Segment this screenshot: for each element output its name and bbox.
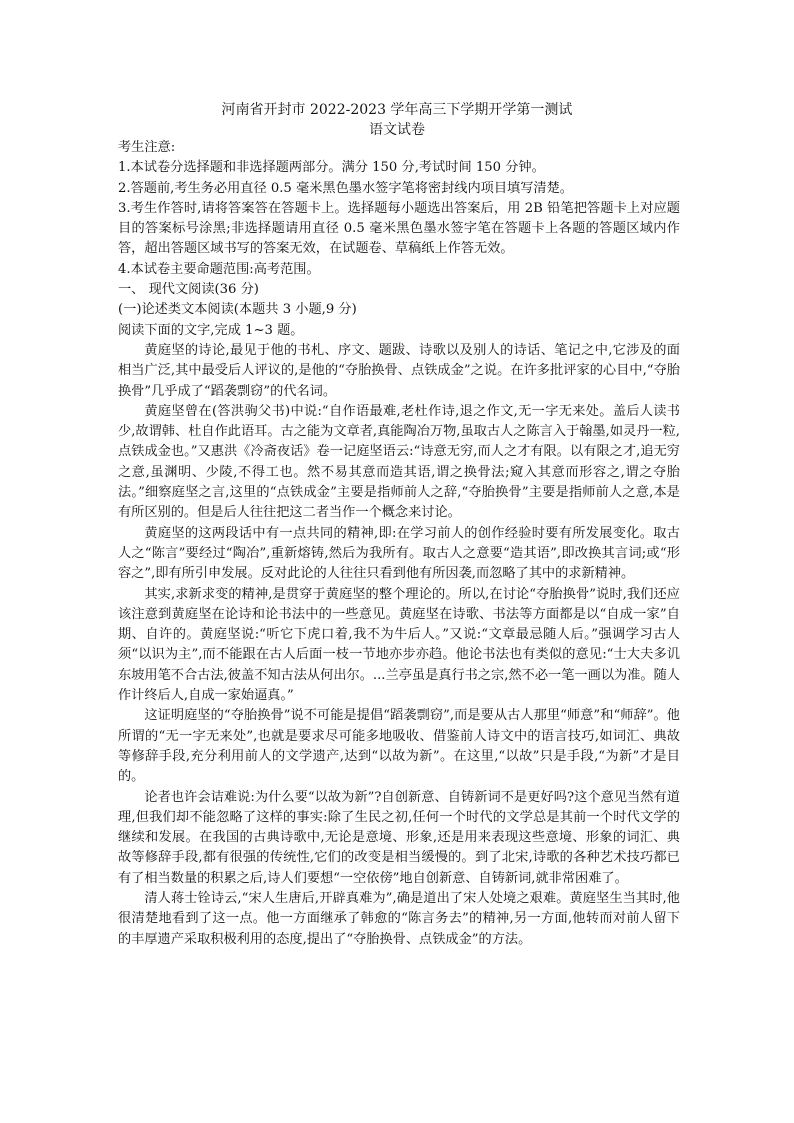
- notice-item: 4.本试卷主要命题范围:高考范围。: [118, 261, 320, 277]
- exam-subtitle: 语文试卷: [369, 122, 425, 138]
- passage-paragraph: 黄庭坚的诗论,最见于他的书札、序文、题跋、诗歌以及别人的诗话、笔记之中,它涉及的面相当广泛,其中最受后人评议的,是他的“夺胎换骨、点铁成金”之说。在许多批评家的心目中,“夺胎换骨”几乎成了“蹈袭剽窃”的代名词。: [118, 342, 680, 399]
- notice-item: 3.考生作答时,请将答案答在答题卡上。选择题每小题选出答案后，用 2B 铅笔把答题卡上对应题目的答案标号涂黑;非选择题请用直径 0.5 毫米黑色墨水签字笔在答题卡上各题的答题区域内作答，超出答题区域书写的答案无效，在试题卷、草稿纸上作答无效。: [118, 200, 680, 257]
- section-subheading: (一)论述类文本阅读(本题共 3 小题,9 分): [118, 302, 357, 318]
- section-heading: 一、 现代文阅读(36 分): [118, 282, 259, 298]
- passage-paragraph: 论者也许会诘难说:为什么要“以故为新”?自创新意、自铸新词不是更好吗?这个意见当然有道理,但我们却不能忽略了这样的事实:除了生民之初,任何一个时代的文学总是其前一个时代文学的继续和发展。在我国的古典诗歌中,无论是意境、形象,还是用来表现这些意境、形象的词汇、典故等修辞手段,都有很强的传统性,它们的改变是相当缓慢的。到了北宋,诗歌的各种艺术技巧都已有了相当数量的积累之后,诗人们要想“一空依傍”地自创新意、自铸新词,就非常困难了。: [118, 789, 680, 886]
- passage-paragraph: 其实,求新求变的精神,是贯穿于黄庭坚的整个理论的。所以,在讨论“夺胎换骨”说时,我们还应该注意到黄庭坚在论诗和论书法中的一些意见。黄庭坚在诗歌、书法等方面都是以“自成一家”自期、自许的。黄庭坚说:“听它下虎口着,我不为牛后人。”又说:“文章最忌随人后。”强调学习古人须“以识为主”,而不能跟在古人后面一枝一节地亦步亦趋。他论书法也有类似的意见:“士大夫多讥东坡用笔不合古法,彼盖不知古法从何出尔。...兰亭虽是真行书之宗,然不必一笔一画以为准。随人作计终后人,自成一家始逼真。”: [118, 586, 680, 704]
- section-instruction: 阅读下面的文字,完成 1~3 题。: [118, 322, 304, 338]
- exam-content: [118, 138, 680, 950]
- notice-item: 2.答题前,考生务必用直径 0.5 毫米黑色墨水签字笔将密封线内项目填写清楚。: [118, 180, 573, 196]
- passage-paragraph: 这证明庭坚的“夺胎换骨”说不可能是提倡“蹈袭剽窃”,而是要从古人那里“师意”和“师辞”。他所谓的“无一字无来处”,也就是要求尽可能多地吸收、借鉴前人诗文中的语言技巧,如词汇、典故等修辞手段,充分利用前人的文学遗产,达到“以故为新”。在这里,“以故”只是手段,“为新”才是目的。: [118, 708, 680, 785]
- passage-paragraph: 黄庭坚曾在(答洪驹父书)中说:“自作语最难,老杜作诗,退之作文,无一字无来处。盖后人读书少,故谓韩、杜自作此语耳。古之能为文章者,真能陶冶万物,虽取古人之陈言入于翰墨,如灵丹一粒,点铁成金也。”又惠洪《冷斋夜话》卷一记庭坚语云:“诗意无穷,而人之才有限。以有限之才,追无穷之意,虽渊明、少陵,不得工也。然不易其意而造其语,谓之换骨法;窥入其意而形容之,谓之夺胎法。”细察庭坚之言,这里的“点铁成金”主要是指师前人之辞,“夺胎换骨”主要是指师前人之意,本是有所区别的。但是后人往往把这二者当作一个概念来讨论。: [118, 403, 680, 521]
- notice-item: 1.本试卷分选择题和非选择题两部分。满分 150 分,考试时间 150 分钟。: [118, 160, 545, 176]
- passage-paragraph: 黄庭坚的这两段话中有一点共同的精神,即:在学习前人的创作经验时要有所发展变化。取古人之“陈言”要经过“陶冶”,重新熔铸,然后为我所有。取古人之意要“造其语”,即改换其言词;或“形容之”,即有所引申发展。反对此论的人往往只看到他有所因袭,而忽略了其中的求新精神。: [118, 525, 680, 582]
- passage-paragraph: 清人蒋士铨诗云,“宋人生唐后,开辟真难为”,确是道出了宋人处境之艰难。黄庭坚生当其时,他很清楚地看到了这一点。他一方面继承了韩愈的“陈言务去”的精神,另一方面,他转而对前人留下的丰厚遗产采取积极利用的态度,提出了“夺胎换骨、点铁成金”的方法。: [118, 890, 680, 947]
- exam-title: 河南省开封市 2022-2023 学年高三下学期开学第一测试: [221, 102, 573, 118]
- notice-heading: 考生注意:: [118, 140, 176, 155]
